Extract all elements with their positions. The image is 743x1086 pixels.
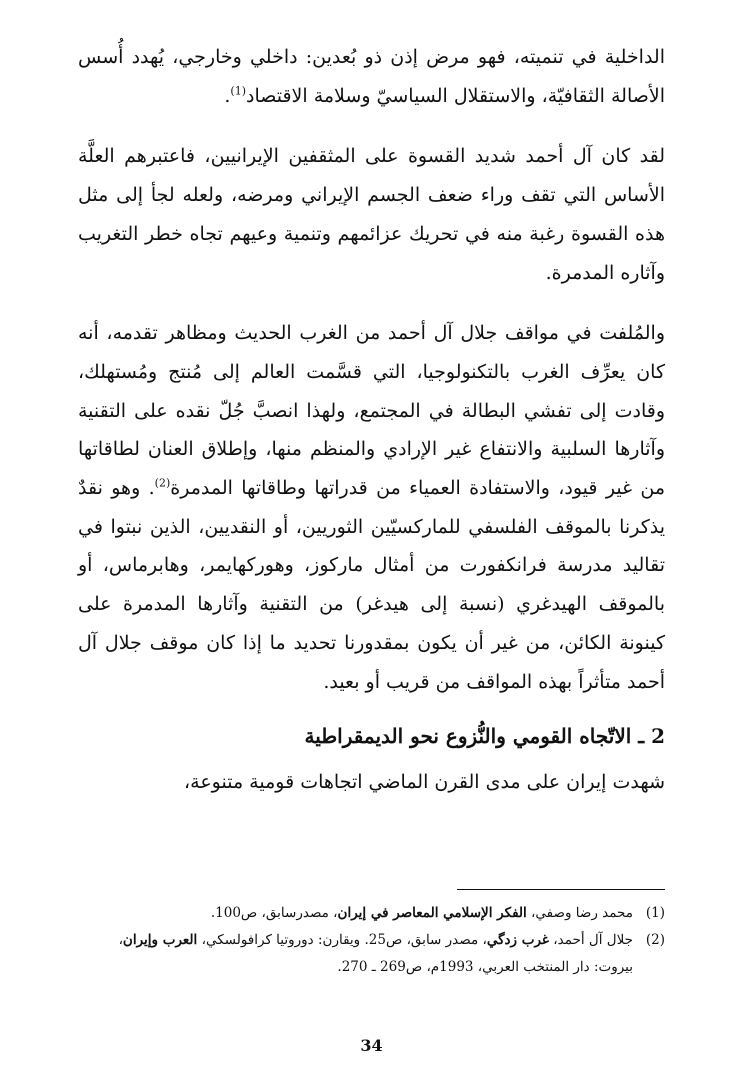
paragraph-1-text: الداخلية في تنميته، فهو مرض إذن ذو بُعدين: داخلي وخارجي، يُهدد أُسس الأصالة الثقافيّة، والاستقلال السياسيّ وسلامة الاقتصاد <box>78 46 665 107</box>
footnote-ref-2[interactable]: (2) <box>154 476 171 490</box>
footnote-2-title: غرب زدگي <box>486 932 549 948</box>
footnote-2-text <box>78 927 633 981</box>
page-body <box>78 38 665 802</box>
paragraph-4-text: شهدت إيران على مدى القرن الماضي اتجاهات قومية متنوعة، <box>184 771 665 794</box>
footnote-2-number: (2) <box>645 932 665 948</box>
footnote-1 <box>78 900 665 927</box>
footnote-divider <box>457 889 665 890</box>
footnote-1-text <box>78 900 633 927</box>
footnote-ref-1[interactable]: (1) <box>230 84 246 98</box>
paragraph-3-tail: . وهو نقدٌ يذكرنا بالموقف الفلسفي للماركسيّين الثوريين، أو النقديين، الذين نبتوا في تقاليد مدرسة فرانكفورت من أمثال ماركوز، وهوركهايمر، وهابرماس، أو بالموقف الهيدغري (نسبة إلى هيدغر) من التقنية وآثارها المدمرة على كينونة الكائن، من غير أن يكون بمقدورنا تحديد ما إذا كان موقف جلال آل أحمد متأثراً بهذه المواقف من قريب أو بعيد. <box>78 477 665 693</box>
footnote-2-rest: ، مصدر سابق، ص25. ويقارن: دوروتيا كرافولسكي، <box>197 932 487 948</box>
footnote-1-number: (1) <box>645 905 665 921</box>
paragraph-2-text: لقد كان آل أحمد شديد القسوة على المثقفين الإيرانيين، فاعتبرهم العلَّة الأساس التي تقف وراء ضعف الجسم الإيراني ومرضه، ولعله لجأ إلى مثل هذه القسوة رغبة منه في تحريك عزائمهم وتنمية وعيهم تجاه خطر التغريب وآثاره المدمرة. <box>78 145 665 284</box>
paragraph-3 <box>78 314 665 701</box>
footnote-2-rest2: ، بيروت: دار المنتخب العربي، 1993م، ص269 ـ 270. <box>118 932 633 975</box>
footnote-1-author: محمد رضا وصفي، <box>526 905 633 921</box>
footnote-2 <box>78 927 665 981</box>
paragraph-3-text: والمُلفت في مواقف جلال آل أحمد من الغرب الحديث ومظاهر تقدمه، أنه كان يعرِّف الغرب بالتكنولوجيا، التي قسَّمت العالم إلى مُنتج ومُستهلك، وقادت إلى تفشي البطالة في المجتمع، ولهذا انصبَّ جُلّ نقده على التقنية وآثارها السلبية والانتفاع غير الإرادي والمنظم منها، وإطلاق العنان لطاقاتها من غير قيود، والاستفادة العمياء من قدراتها وطاقاتها المدمرة <box>78 322 665 500</box>
footnotes <box>78 900 665 981</box>
paragraph-1-tail: . <box>224 84 231 107</box>
footnote-2-author: جلال آل أحمد، <box>549 932 633 948</box>
section-heading: 2 ـ الاتّجاه القومي والنُّزوع نحو الديمقراطية <box>304 724 665 749</box>
footnote-1-title: الفكر الإسلامي المعاصر في إيران <box>337 905 527 921</box>
footnote-2-title2: العرب وإيران <box>122 932 198 948</box>
paragraph-4 <box>78 763 665 802</box>
paragraph-1 <box>78 38 665 115</box>
page-number: 34 <box>360 1036 383 1055</box>
paragraph-2 <box>78 137 665 292</box>
footnote-1-rest: ، مصدرسابق، ص100. <box>210 905 338 921</box>
